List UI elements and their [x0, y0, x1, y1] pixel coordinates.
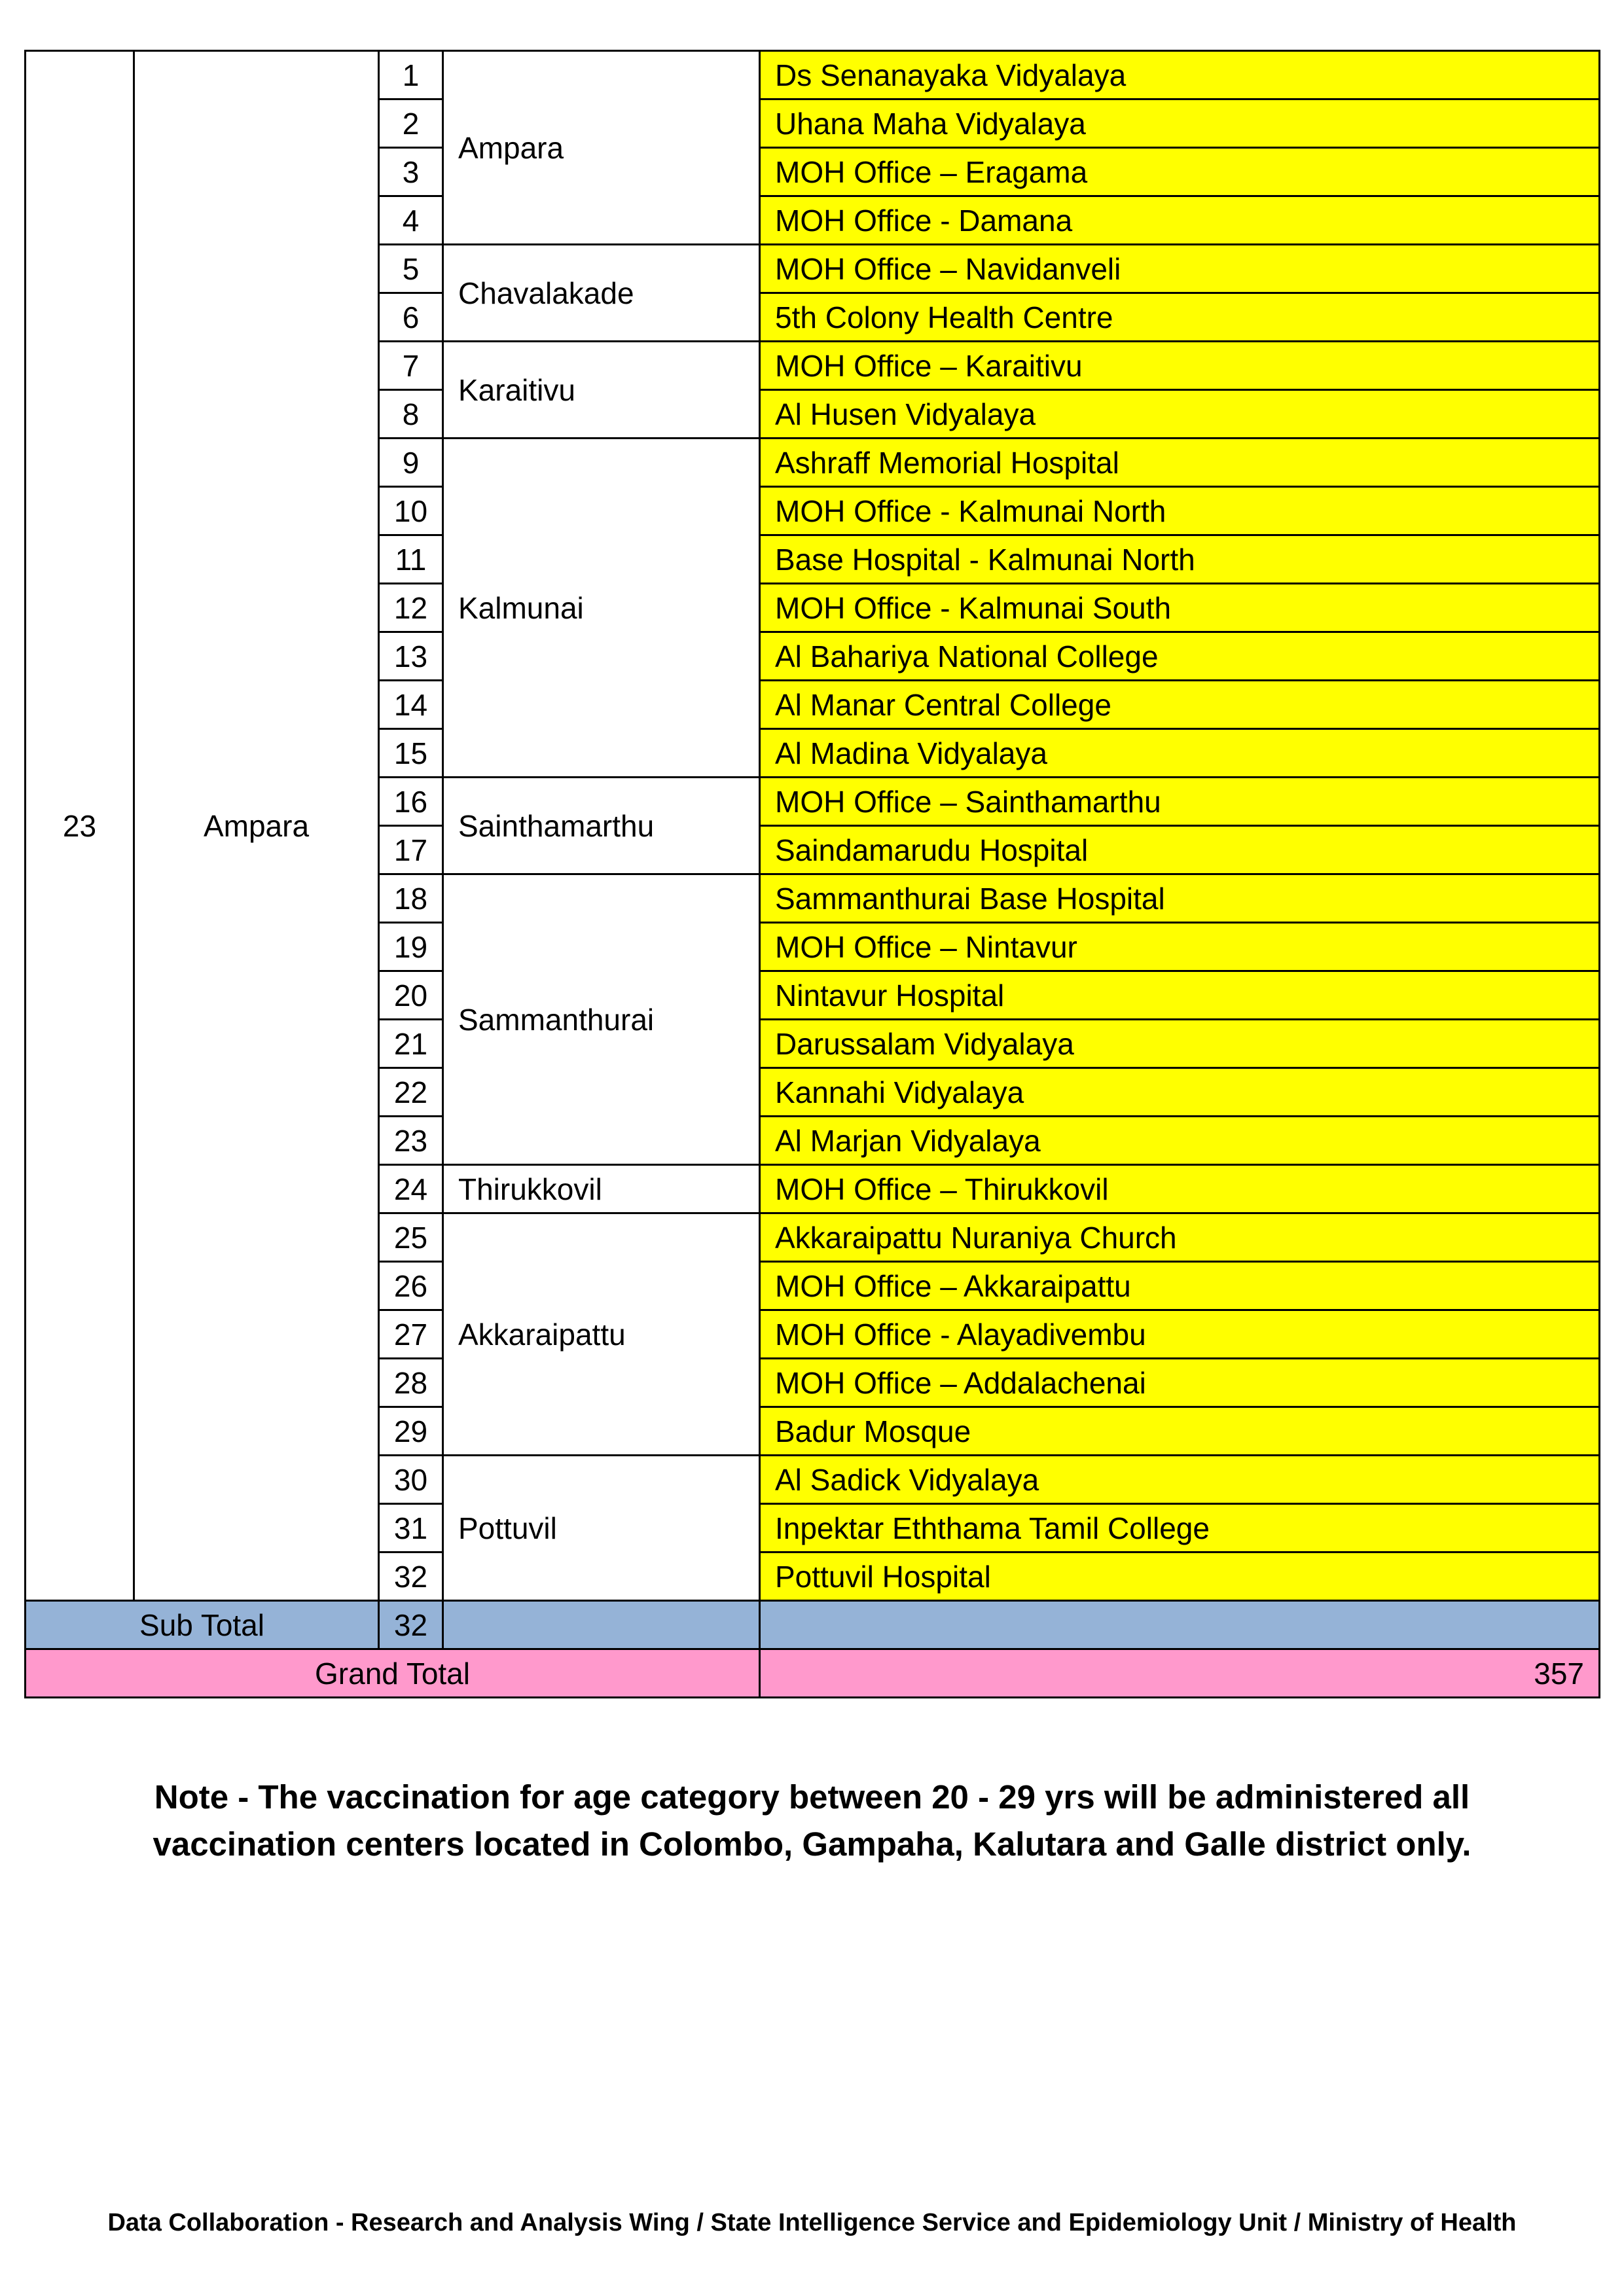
vaccination-center: Saindamarudu Hospital: [760, 826, 1600, 874]
row-number: 5: [379, 245, 443, 293]
subtotal-row: [26, 1601, 1600, 1649]
vaccination-center: Al Bahariya National College: [760, 632, 1600, 681]
row-number: 21: [379, 1020, 443, 1068]
moh-area: Thirukkovil: [443, 1165, 760, 1213]
row-number: 31: [379, 1504, 443, 1552]
vaccination-center: Sammanthurai Base Hospital: [760, 874, 1600, 923]
row-number: 6: [379, 293, 443, 342]
row-number: 18: [379, 874, 443, 923]
row-number: 25: [379, 1213, 443, 1262]
row-number: 14: [379, 681, 443, 729]
moh-area: Sammanthurai: [443, 874, 760, 1165]
moh-area: Karaitivu: [443, 342, 760, 439]
vaccination-center: 5th Colony Health Centre: [760, 293, 1600, 342]
row-number: 19: [379, 923, 443, 971]
moh-area: Pottuvil: [443, 1456, 760, 1601]
vaccination-center: Ashraff Memorial Hospital: [760, 439, 1600, 487]
subtotal-label: Sub Total: [26, 1601, 379, 1649]
vaccination-center: MOH Office – Nintavur: [760, 923, 1600, 971]
moh-area: Ampara: [443, 51, 760, 245]
subtotal-value: 32: [379, 1601, 443, 1649]
row-number: 20: [379, 971, 443, 1020]
row-number: 23: [379, 1117, 443, 1165]
row-number: 3: [379, 148, 443, 196]
grand-total-row: [26, 1649, 1600, 1698]
row-number: 12: [379, 584, 443, 632]
district-number: 23: [26, 51, 134, 1601]
vaccination-center: Al Manar Central College: [760, 681, 1600, 729]
subtotal-empty-cell: [443, 1601, 760, 1649]
vaccination-center: Pottuvil Hospital: [760, 1552, 1600, 1601]
table-row: [26, 51, 1600, 99]
vaccination-center: MOH Office - Alayadivembu: [760, 1310, 1600, 1359]
vaccination-center: Al Madina Vidyalaya: [760, 729, 1600, 778]
note-line-2: vaccination centers located in Colombo, Gampaha, Kalutara and Galle district only.: [153, 1825, 1471, 1863]
vaccination-center: Base Hospital - Kalmunai North: [760, 535, 1600, 584]
vaccination-centers-table: [24, 50, 1600, 1698]
row-number: 28: [379, 1359, 443, 1407]
vaccination-center: MOH Office – Akkaraipattu: [760, 1262, 1600, 1310]
subtotal-empty-cell: [760, 1601, 1600, 1649]
vaccination-center: MOH Office – Thirukkovil: [760, 1165, 1600, 1213]
row-number: 8: [379, 390, 443, 439]
row-number: 26: [379, 1262, 443, 1310]
vaccination-center: MOH Office – Sainthamarthu: [760, 778, 1600, 826]
vaccination-center: MOH Office – Navidanveli: [760, 245, 1600, 293]
row-number: 7: [379, 342, 443, 390]
vaccination-center: Al Marjan Vidyalaya: [760, 1117, 1600, 1165]
row-number: 10: [379, 487, 443, 535]
vaccination-center: Kannahi Vidyalaya: [760, 1068, 1600, 1117]
grand-total-value: 357: [760, 1649, 1600, 1698]
row-number: 24: [379, 1165, 443, 1213]
row-number: 11: [379, 535, 443, 584]
table-body: [26, 51, 1600, 1601]
vaccination-center: MOH Office - Kalmunai South: [760, 584, 1600, 632]
moh-area: Chavalakade: [443, 245, 760, 342]
moh-area: Akkaraipattu: [443, 1213, 760, 1456]
vaccination-center: MOH Office – Addalachenai: [760, 1359, 1600, 1407]
grand-total-label: Grand Total: [26, 1649, 760, 1698]
vaccination-center: Uhana Maha Vidyalaya: [760, 99, 1600, 148]
row-number: 13: [379, 632, 443, 681]
row-number: 32: [379, 1552, 443, 1601]
vaccination-center: Badur Mosque: [760, 1407, 1600, 1456]
note-line-1: Note - The vaccination for age category between 20 - 29 yrs will be administered all: [154, 1778, 1470, 1816]
district-name: Ampara: [134, 51, 379, 1601]
vaccination-center: Ds Senanayaka Vidyalaya: [760, 51, 1600, 99]
vaccination-center: Inpektar Eththama Tamil College: [760, 1504, 1600, 1552]
moh-area: Sainthamarthu: [443, 778, 760, 874]
footer-credit: Data Collaboration - Research and Analysis Wing / State Intelligence Service and Epidemiology Unit / Ministry of Health: [107, 2209, 1517, 2236]
vaccination-center: MOH Office - Damana: [760, 196, 1600, 245]
note: [0, 1774, 1624, 1868]
vaccination-center: Al Husen Vidyalaya: [760, 390, 1600, 439]
row-number: 4: [379, 196, 443, 245]
row-number: 30: [379, 1456, 443, 1504]
row-number: 17: [379, 826, 443, 874]
vaccination-center: MOH Office – Eragama: [760, 148, 1600, 196]
row-number: 1: [379, 51, 443, 99]
moh-area: Kalmunai: [443, 439, 760, 778]
row-number: 16: [379, 778, 443, 826]
vaccination-center: MOH Office – Karaitivu: [760, 342, 1600, 390]
vaccination-center: MOH Office - Kalmunai North: [760, 487, 1600, 535]
row-number: 9: [379, 439, 443, 487]
vaccination-center: Nintavur Hospital: [760, 971, 1600, 1020]
row-number: 22: [379, 1068, 443, 1117]
vaccination-center: Al Sadick Vidyalaya: [760, 1456, 1600, 1504]
row-number: 29: [379, 1407, 443, 1456]
row-number: 2: [379, 99, 443, 148]
vaccination-center: Darussalam Vidyalaya: [760, 1020, 1600, 1068]
row-number: 15: [379, 729, 443, 778]
row-number: 27: [379, 1310, 443, 1359]
vaccination-center: Akkaraipattu Nuraniya Church: [760, 1213, 1600, 1262]
